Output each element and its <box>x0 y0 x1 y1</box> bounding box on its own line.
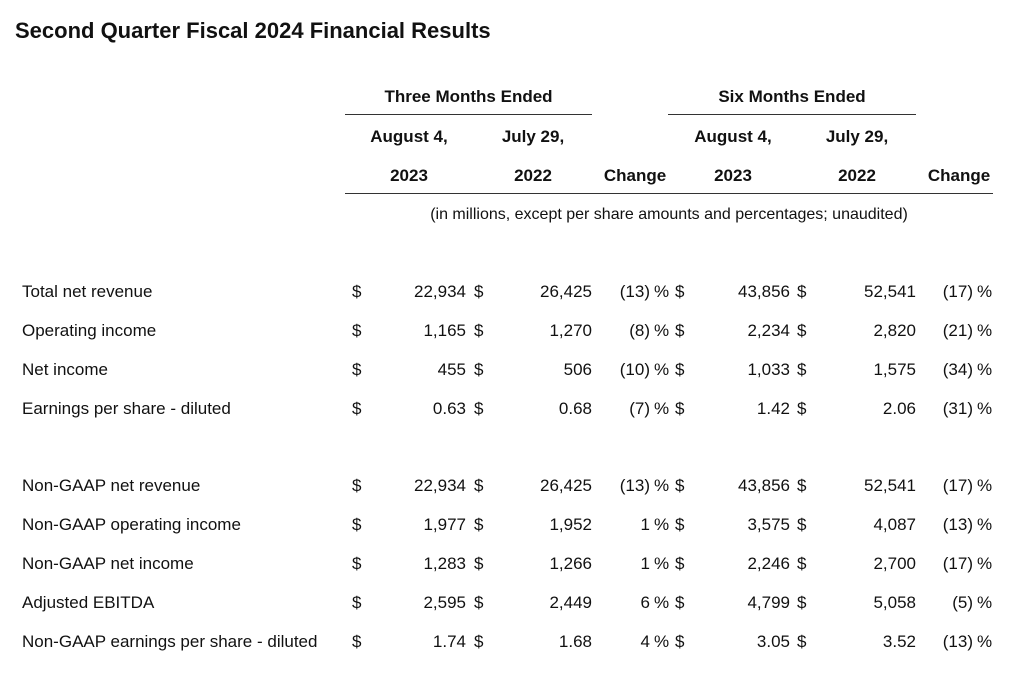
percent-sign: % <box>977 515 993 534</box>
col-h2023-line1: August 4, <box>694 127 772 146</box>
value-h-change: (17) <box>942 554 973 573</box>
value-h-change: (34) <box>942 360 973 379</box>
value-q2022: 2,449 <box>549 593 592 612</box>
value-h-change: (31) <box>942 399 973 418</box>
value-h-change: (17) <box>942 476 973 495</box>
value-q2022: 1,266 <box>549 554 592 573</box>
currency-symbol: $ <box>352 321 362 340</box>
col-h2023-line2: 2023 <box>714 166 752 185</box>
percent-sign: % <box>654 282 670 301</box>
percent-sign: % <box>654 593 670 612</box>
currency-symbol: $ <box>474 554 484 573</box>
col-q2022-line2: 2022 <box>514 166 552 185</box>
value-q2023: 1,165 <box>423 321 466 340</box>
row-label: Operating income <box>22 321 157 340</box>
currency-symbol: $ <box>352 476 362 495</box>
value-h2022: 2,820 <box>873 321 916 340</box>
value-q2023: 0.63 <box>432 399 466 418</box>
header-six-months: Six Months Ended <box>718 87 866 106</box>
row-label: Non-GAAP net income <box>22 554 194 573</box>
value-h-change: (13) <box>942 632 973 651</box>
percent-sign: % <box>977 632 993 651</box>
col-h2022-line1: July 29, <box>825 127 889 146</box>
currency-symbol: $ <box>675 360 685 379</box>
col-q2022-line1: July 29, <box>501 127 565 146</box>
value-q2023: 1.74 <box>432 632 466 651</box>
currency-symbol: $ <box>352 515 362 534</box>
value-q-change: (8) <box>629 321 650 340</box>
value-h2023: 3.05 <box>756 632 790 651</box>
currency-symbol: $ <box>675 632 685 651</box>
currency-symbol: $ <box>797 321 807 340</box>
currency-symbol: $ <box>675 399 685 418</box>
row-label: Non-GAAP net revenue <box>22 476 201 495</box>
currency-symbol: $ <box>474 632 484 651</box>
value-h2022: 52,541 <box>864 476 916 495</box>
value-q2023: 2,595 <box>423 593 466 612</box>
value-h2023: 1,033 <box>747 360 790 379</box>
value-q2022: 26,425 <box>540 476 592 495</box>
value-h2022: 2.06 <box>882 399 916 418</box>
row-label: Total net revenue <box>22 282 153 301</box>
currency-symbol: $ <box>352 360 362 379</box>
value-h-change: (5) <box>952 593 973 612</box>
currency-symbol: $ <box>474 399 484 418</box>
value-h2023: 2,234 <box>747 321 790 340</box>
value-q2022: 0.68 <box>558 399 592 418</box>
value-h2023: 3,575 <box>747 515 790 534</box>
value-h-change: (13) <box>942 515 973 534</box>
currency-symbol: $ <box>352 632 362 651</box>
value-q-change: (7) <box>629 399 650 418</box>
currency-symbol: $ <box>352 399 362 418</box>
percent-sign: % <box>977 399 993 418</box>
value-h-change: (21) <box>942 321 973 340</box>
row-label: Non-GAAP earnings per share - diluted <box>22 632 318 651</box>
value-h-change: (17) <box>942 282 973 301</box>
value-h2023: 43,856 <box>738 282 790 301</box>
header-bottom-rule <box>345 193 993 194</box>
col-q2023-line1: August 4, <box>370 127 448 146</box>
percent-sign: % <box>977 360 993 379</box>
percent-sign: % <box>977 593 993 612</box>
value-q-change: 1 <box>640 554 650 573</box>
value-q2022: 1.68 <box>558 632 592 651</box>
value-q2022: 1,952 <box>549 515 592 534</box>
value-q-change: 4 <box>640 632 650 651</box>
row-label: Earnings per share - diluted <box>22 399 231 418</box>
value-q2022: 26,425 <box>540 282 592 301</box>
row-label: Non-GAAP operating income <box>22 515 241 534</box>
page-title: Second Quarter Fiscal 2024 Financial Results <box>15 18 491 43</box>
percent-sign: % <box>977 554 993 573</box>
col-h-change: Change <box>927 166 991 185</box>
header-three-months: Three Months Ended <box>384 87 553 106</box>
value-h2023: 4,799 <box>747 593 790 612</box>
value-h2022: 3.52 <box>882 632 916 651</box>
currency-symbol: $ <box>797 360 807 379</box>
currency-symbol: $ <box>352 593 362 612</box>
value-h2023: 2,246 <box>747 554 790 573</box>
header-rule-six-months <box>668 114 916 115</box>
percent-sign: % <box>977 321 993 340</box>
percent-sign: % <box>654 632 670 651</box>
currency-symbol: $ <box>797 593 807 612</box>
units-note: (in millions, except per share amounts and percentages; unaudited) <box>430 206 908 223</box>
currency-symbol: $ <box>474 515 484 534</box>
currency-symbol: $ <box>352 554 362 573</box>
currency-symbol: $ <box>675 515 685 534</box>
currency-symbol: $ <box>675 321 685 340</box>
percent-sign: % <box>977 282 993 301</box>
percent-sign: % <box>654 399 670 418</box>
currency-symbol: $ <box>474 593 484 612</box>
row-label: Net income <box>22 360 108 379</box>
value-q-change: (13) <box>619 282 650 301</box>
currency-symbol: $ <box>797 476 807 495</box>
value-h2022: 4,087 <box>873 515 916 534</box>
row-label: Adjusted EBITDA <box>22 593 155 612</box>
value-q2023: 455 <box>437 360 466 379</box>
percent-sign: % <box>654 360 670 379</box>
value-h2023: 43,856 <box>738 476 790 495</box>
percent-sign: % <box>654 476 670 495</box>
currency-symbol: $ <box>675 282 685 301</box>
col-h2022-line2: 2022 <box>838 166 876 185</box>
value-q-change: (13) <box>619 476 650 495</box>
currency-symbol: $ <box>675 554 685 573</box>
value-q-change: 6 <box>640 593 650 612</box>
currency-symbol: $ <box>797 282 807 301</box>
col-q-change: Change <box>603 166 667 185</box>
currency-symbol: $ <box>474 282 484 301</box>
value-q2022: 506 <box>563 360 592 379</box>
value-q2023: 1,283 <box>423 554 466 573</box>
percent-sign: % <box>654 515 670 534</box>
currency-symbol: $ <box>474 476 484 495</box>
currency-symbol: $ <box>675 593 685 612</box>
percent-sign: % <box>654 554 670 573</box>
value-q2022: 1,270 <box>549 321 592 340</box>
value-q-change: 1 <box>640 515 650 534</box>
currency-symbol: $ <box>675 476 685 495</box>
currency-symbol: $ <box>797 632 807 651</box>
currency-symbol: $ <box>474 360 484 379</box>
value-q2023: 1,977 <box>423 515 466 534</box>
currency-symbol: $ <box>797 515 807 534</box>
currency-symbol: $ <box>797 399 807 418</box>
percent-sign: % <box>654 321 670 340</box>
value-h2022: 52,541 <box>864 282 916 301</box>
value-h2022: 1,575 <box>873 360 916 379</box>
value-h2022: 2,700 <box>873 554 916 573</box>
currency-symbol: $ <box>797 554 807 573</box>
col-q2023-line2: 2023 <box>390 166 428 185</box>
currency-symbol: $ <box>352 282 362 301</box>
currency-symbol: $ <box>474 321 484 340</box>
value-h2022: 5,058 <box>873 593 916 612</box>
value-q-change: (10) <box>619 360 650 379</box>
value-q2023: 22,934 <box>414 282 466 301</box>
value-h2023: 1.42 <box>756 399 790 418</box>
percent-sign: % <box>977 476 993 495</box>
value-q2023: 22,934 <box>414 476 466 495</box>
header-rule-three-months <box>345 114 592 115</box>
